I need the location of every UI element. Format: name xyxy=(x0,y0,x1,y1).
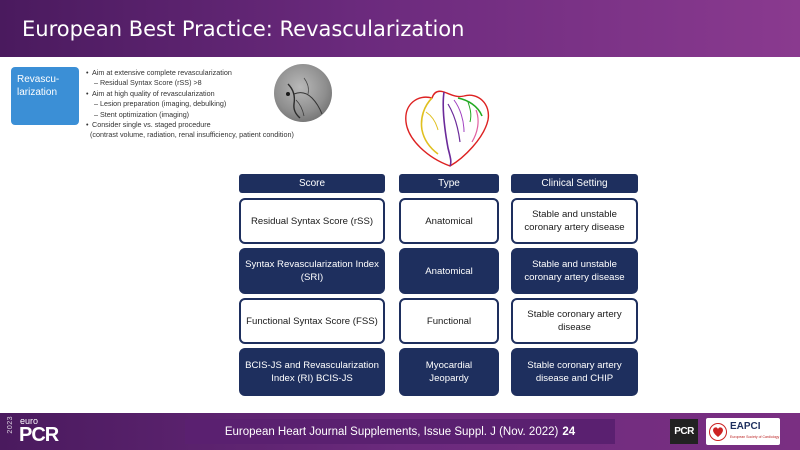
angiogram-image xyxy=(274,64,332,122)
column-header-score: Score xyxy=(239,174,385,193)
eapci-sublabel: European Society of Cardiology xyxy=(730,434,780,439)
type-cell: Functional xyxy=(399,298,499,344)
setting-cell: Stable coronary artery disease xyxy=(511,298,638,344)
score-cell: BCIS-JS and Revascularization Index (RI) BCIS-JS xyxy=(239,348,385,396)
score-cell: Syntax Revascularization Index (SRI) xyxy=(239,248,385,294)
logo-pcr: PCR xyxy=(19,424,59,446)
sub-bullet-item: – Residual Syntax Score (rSS) >8 xyxy=(94,78,202,88)
section-tag xyxy=(11,67,79,125)
logo-euro: euro xyxy=(20,416,39,426)
setting-cell: Stable and unstable coronary artery disease xyxy=(511,198,638,244)
europcr-logo xyxy=(7,416,87,448)
score-cell: Functional Syntax Score (FSS) xyxy=(239,298,385,344)
type-cell: Anatomical xyxy=(399,198,499,244)
setting-cell: Stable and unstable coronary artery disease xyxy=(511,248,638,294)
eapci-logo xyxy=(706,418,780,445)
column-header-type: Type xyxy=(399,174,499,193)
logo-year: 2023 xyxy=(7,416,14,434)
column-header-clinical-setting: Clinical Setting xyxy=(511,174,638,193)
slide-header xyxy=(0,0,800,57)
sub-bullet-item: (contrast volume, radiation, renal insufficiency, patient condition) xyxy=(90,130,294,140)
slide-footer xyxy=(0,413,800,450)
eapci-label: EAPCI xyxy=(730,420,761,432)
page-number: 24 xyxy=(562,425,576,438)
reference-bar xyxy=(185,419,615,444)
type-cell: Anatomical xyxy=(399,248,499,294)
section-tag-label: Revascu- larization xyxy=(17,74,60,98)
slide-title: European Best Practice: Revascularization xyxy=(22,16,465,41)
pcr-badge-logo: PCR xyxy=(670,419,698,444)
bullet-item: • Consider single vs. staged procedure xyxy=(86,120,326,130)
heart-logo-icon xyxy=(709,423,727,441)
bullet-item: • Aim at extensive complete revascularization xyxy=(86,68,326,78)
score-cell: Residual Syntax Score (rSS) xyxy=(239,198,385,244)
reference-text: European Heart Journal Supplements, Issue Suppl. J (Nov. 2022) xyxy=(224,425,559,438)
sub-bullet-item: – Lesion preparation (imaging, debulking) xyxy=(94,99,227,109)
setting-cell: Stable coronary artery disease and CHIP xyxy=(511,348,638,396)
bullet-item: • Aim at high quality of revascularization xyxy=(86,89,326,99)
heart-diagram xyxy=(398,86,498,170)
sub-bullet-item: – Stent optimization (imaging) xyxy=(94,109,190,119)
type-cell: Myocardial Jeopardy xyxy=(399,348,499,396)
